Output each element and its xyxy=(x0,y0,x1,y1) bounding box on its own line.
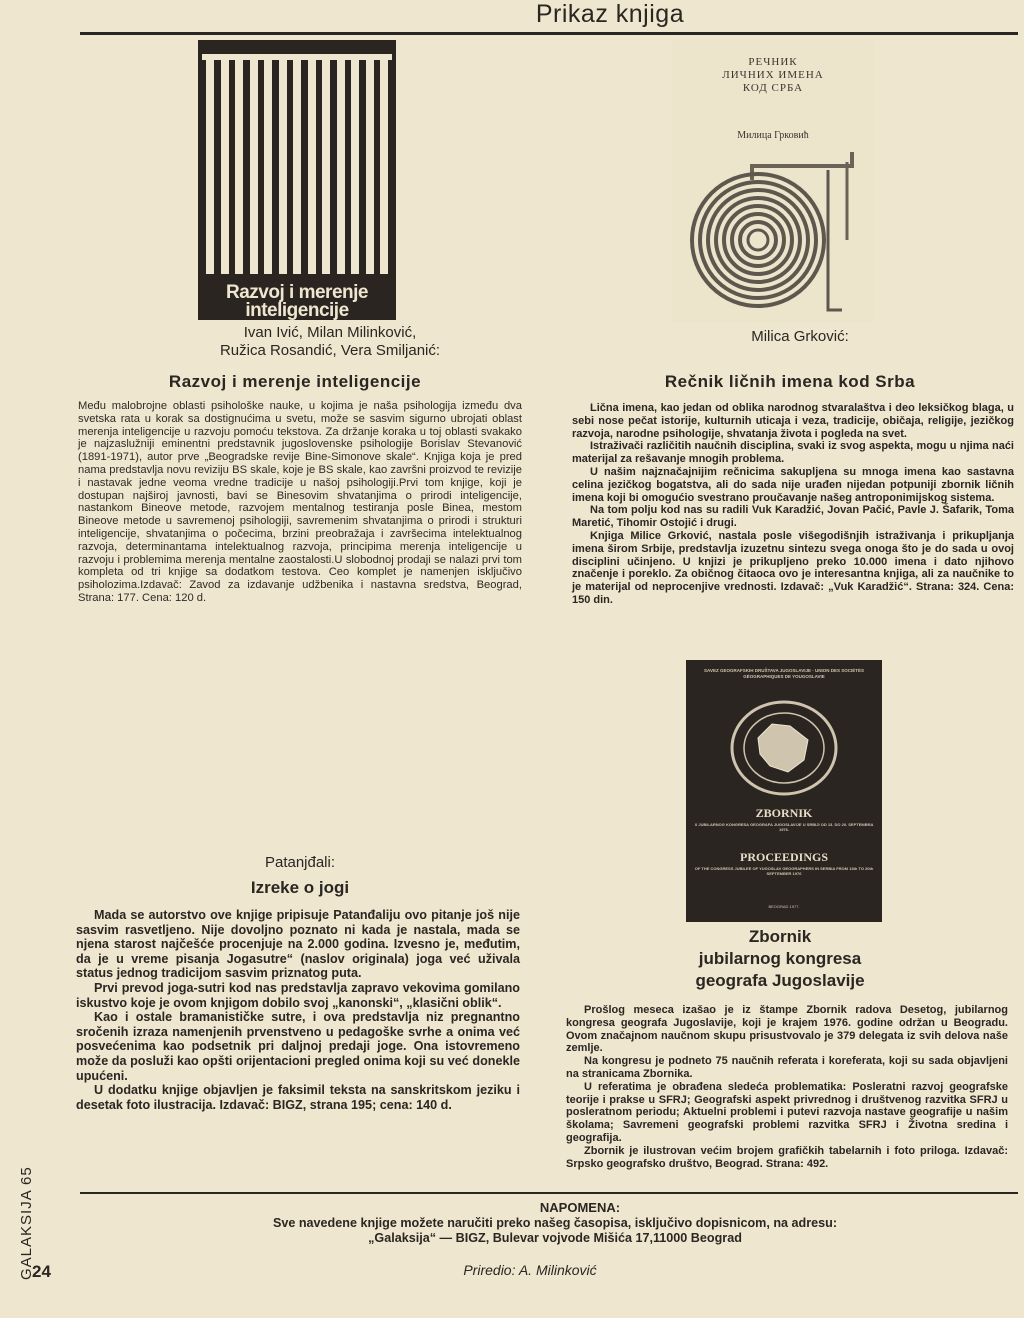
cover-title-line2: inteligencije xyxy=(245,300,349,320)
book4-paragraph: Na kongresu je podneto 75 naučnih referata i koreferata, koji su sada objavljeni na stranicama Zbornika. xyxy=(566,1055,1008,1080)
book4-paragraph: Prošlog meseca izašao je iz štampe Zbornik radova Desetog, jubilarnog kongresa geografa Jugoslavije, koji je krajem 1976. godine održan u Beogradu. Ovom značajnom naučnom skupu prisustvovalo je 379 delegata iz svih delova naše zemlje. xyxy=(566,1004,1008,1055)
book1-title: Razvoj i merenje inteligencije xyxy=(168,372,422,391)
book4-title xyxy=(640,926,920,992)
book4-title-line1: Zbornik xyxy=(748,927,812,946)
magazine-label: GALAKSIJA 65 xyxy=(18,1166,35,1280)
book3-title: Izreke o jogi xyxy=(250,878,350,897)
cover-publisher: SAVEZ GEOGRAFSKIH DRUŠTAVA JUGOSLAVIJE · UNION DES SOCIÉTÉS GÉOGRAPHIQUES DE YOUGOSLAVIE xyxy=(704,668,864,679)
cover-title-line1: РЕЧНИК xyxy=(748,56,798,68)
book4-paragraph: U referatima je obrađena sledeća problematika: Posleratni razvoj geografske teorije i prakse u SFRJ; Geografski aspekt privrednog i društvenog razvitka SFRJ u posleratnom periodu; Aktuelni problemi i putevi razvoja nastave geografije u našim školama; Savremeni geografski problemi razvitka SFRJ i Životna sredina i geografija. xyxy=(566,1080,1008,1144)
cover-title xyxy=(204,284,390,320)
book1-authors-line1: Ivan Ivić, Milan Milinković, xyxy=(243,324,417,341)
book4-paragraph: Zbornik je ilustrovan većim brojem grafičkih tabelarnih i foto priloga. Izdavač: Srpsko geografsko društvo, Beograd. Strana: 492. xyxy=(566,1144,1008,1170)
book3-paragraph: Prvi prevod joga-sutri kod nas predstavlja zapravo vekovima gomilano iskustvo koje je ovom knjigom dobilo svoj „kanonski“, „klasični oblik“. xyxy=(76,980,520,1010)
cover-title-line3: КОД СРБА xyxy=(742,82,804,94)
book2-paragraph: Lična imena, kao jedan od oblika narodnog stvaralaštva i deo leksičkog blaga, u sebi nose pečat istorije, kulturnih uticaja i veza, tradicije, običaja, religije, jezičkog razvoja, narodne psihologije, shvatanja života i pogleda na svet. xyxy=(572,402,1014,440)
map-emblem-illustration xyxy=(686,660,882,922)
book2-author: Milica Grković: xyxy=(751,328,849,345)
note-heading: NAPOMENA: xyxy=(539,1200,621,1215)
book1-body xyxy=(78,400,522,605)
book-cover-zbornik xyxy=(686,660,882,922)
note-line1: Sve navedene knjige možete naručiti preko našeg časopisa, isključivo dopisnicom, na adresu: xyxy=(272,1216,838,1230)
cover-zbornik-title: ZBORNIK xyxy=(755,806,813,820)
cover-title-line1: Razvoj i merenje xyxy=(226,282,368,303)
book1-body-text: Među malobrojne oblasti psihološke nauke, u kojima je naša psihologija između dva svetska rata u korak sa dostignućima u svetu, može se sasvim sigurno ubrojati oblast merenja inteligencije u razvoju pomoću tekstova. Za držanje koraka u toj oblasti svakako je najzaslužniji eminentni predstavnik jugoslovenske psihologije Borislav Stevanović (1891-1971), autor prve „Beogradske revije Bine-Simonove skale“. Knjiga koja je pred nama predstavlja novu reviziju BS skale, koje je BS skale, kao završni proizvod te revizije i nastavak jedne veoma vredne tradicije u našoj psihologiji.Prvi tom knjige, koji je dostupan najširoj javnosti, bavi se Binesovim shvatanjima o prirodi inteligencije, nastankom Bineove metode, razvojem mentalnog testiranja posle Binea, mestom Bineove metode u savremenoj psihologiji, savremenim shvatanjima o prirodi i strukturi inteligencije, shvatanjima o počecima, brzini preobražaja i završecima intelektualnog razvoja, determinantama intelektualnog razvoja, principima merenja inteligencije u razvoju i problemima merenja mentalne zaostalosti.U slobodnoj prodaji se nalazi prvi tom kompleta od tri knjige sa dodatkom testova. Ceo komplet je namenjen isključivo psiholozima.Izdavač: Zavod za izdavanje udžbenika i nastavna sredstva, Beograd, Strana: 177. Cena: 120 d. xyxy=(78,400,522,604)
book2-paragraph: Knjiga Milice Grković, nastala posle višegodišnjih istraživanja i prikupljanja imena širom Srbije, predstavlja izuzetnu sintezu svega onoga što je do sada u ovoj disciplini učinjeno. U knjizi je prikupljeno preko 10.000 imena i dato njihovo značenje i poreklo. Za običnog čitaoca ovo je interesantna knjiga, ali za naučnike to je materijal od neprocenjive vrednosti. Izdavač: „Vuk Karadžić“. Strana: 324. Cena: 150 din. xyxy=(572,529,1014,606)
book2-paragraph: Na tom polju kod nas su radili Vuk Karadžić, Jovan Pačić, Pavle J. Šafarik, Toma Maretić, Tihomir Ostojić i drugi. xyxy=(572,504,1014,530)
bottom-rule xyxy=(80,1192,1018,1194)
book3-paragraph: U dodatku knjige objavljen je faksimil teksta na sanskritskom jeziku i desetak foto ilustracija. Izdavač: BIGZ, strana 195; cena: 140 d. xyxy=(76,1083,520,1112)
cover-decor-bars xyxy=(206,54,388,274)
note-body xyxy=(120,1216,990,1246)
book1-authors-line2: Ružica Rosandić, Vera Smiljanić: xyxy=(219,342,441,359)
book4-body xyxy=(566,1004,1008,1170)
cover-proceedings-title: PROCEEDINGS xyxy=(739,850,828,864)
top-rule xyxy=(80,32,1018,35)
book2-body xyxy=(572,402,1014,607)
note-line2: „Galaksija“ — BIGZ, Bulevar vojvode Mišića 17,11000 Beograd xyxy=(368,1231,742,1245)
section-title: Prikaz knjiga xyxy=(535,0,685,28)
book2-paragraph: Istraživači različitih naučnih disciplina, svaki iz svog aspekta, mogu u njima naći materijal za rešavanje mnogih problema. xyxy=(572,440,1014,466)
book-cover-razvoj xyxy=(198,40,396,320)
cover-zbornik-subtitle: X JUBILARNOG KONGRESA GEOGRAFA JUGOSLAVIJE U SRBIJI OD 13. DO 20. SEPTEMBRA 1976. xyxy=(694,822,874,832)
spiral-illustration xyxy=(672,40,874,322)
cover-title-line2: ЛИЧНИХ ИМЕНА xyxy=(722,69,824,81)
book2-title: Rečnik ličnih imena kod Srba xyxy=(664,372,916,391)
book3-author: Patanjđali: xyxy=(264,854,336,871)
book2-paragraph: U našim najznačajnijim rečnicima sakupljena su mnoga imena kao sastavna celina jezičkog bogatstva, ali do sada nije urađen nijedan potpuniji zbornik ličnih imena koji bi omogućio svestrano proučavanje našeg antroponimijskog sistema. xyxy=(572,465,1014,504)
book1-authors xyxy=(150,324,510,360)
cover-city: BEOGRAD 1977. xyxy=(768,904,800,909)
book3-paragraph: Mada se autorstvo ove knjige pripisuje Patanđaliju ovo pitanje još nije sasvim rasvetljeno. Nije dovoljno poznato ni kada je nastala, mada se njena starost najčešće procenjuje na 2.000 godina. Izvesno je, međutim, da je u vreme pisanja Jogasutre“ (naslov originala) joga već uživala status jednog tradicijom sasvim priznatog puta. xyxy=(76,908,520,981)
book4-title-line2: jubilarnog kongresa xyxy=(698,949,862,968)
book3-body xyxy=(76,908,520,1112)
book3-paragraph: Kao i ostale bramanističke sutre, i ova predstavlja niz pregnantno sročenih izraza namenjenih prvenstveno u pedagoške svrhe a onima već posvećenima kao podsetnik pri daljnoj predaji joge. Ona istovremeno može da posluži kao opšti orijentacioni pregled onima koji su već donekle upućeni. xyxy=(76,1010,520,1083)
cover-author: Милица Грковић xyxy=(737,130,809,141)
book-cover-recnik xyxy=(672,40,874,322)
editor-credit: Priredio: A. Milinković xyxy=(463,1262,597,1278)
page-number: 24 xyxy=(32,1262,51,1281)
book4-title-line3: geografa Jugoslavije xyxy=(695,971,865,990)
cover-proceedings-subtitle: OF THE CONGRESS JUBILEE OF YUGOSLAV GEOGRAPHERS IN SERBIA FROM 13th TO 20th SEPTEMBER 1976 xyxy=(694,866,874,876)
